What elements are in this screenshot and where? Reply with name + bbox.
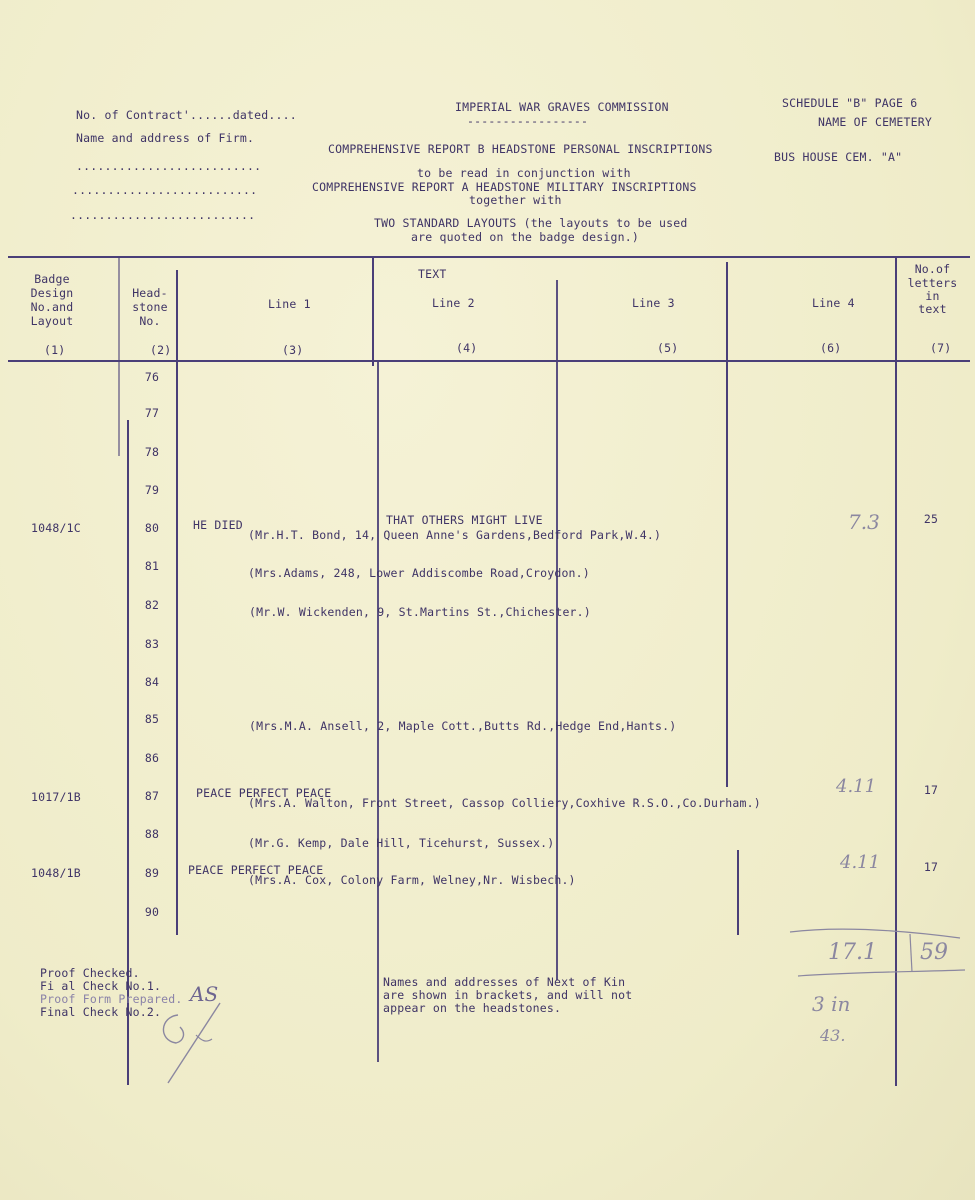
proof-form-prepared: Proof Form Prepared. bbox=[40, 992, 183, 1006]
headstone-no: 81 bbox=[144, 559, 160, 573]
firm-dots-2: .......................... bbox=[72, 183, 258, 197]
headstone-no: 78 bbox=[144, 445, 160, 459]
headstone-no: 88 bbox=[144, 827, 160, 841]
headstone-no: 80 bbox=[144, 521, 160, 535]
next-of-kin: (Mrs.M.A. Ansell, 2, Maple Cott.,Butts Rd.,Hedge End,Hants.) bbox=[249, 719, 677, 733]
pencil-note: 4.11 bbox=[836, 776, 877, 797]
report-b-title: COMPREHENSIVE REPORT B HEADSTONE PERSONAL INSCRIPTIONS bbox=[328, 142, 713, 156]
note-line-1: Names and addresses of Next of Kin bbox=[383, 975, 626, 989]
inscription-line-1: PEACE PERFECT PEACE bbox=[196, 786, 332, 800]
conjunction-line-3: together with bbox=[469, 193, 562, 207]
headstone-no: 83 bbox=[144, 637, 160, 651]
final-check-1: Fi al Check No.1. bbox=[40, 979, 162, 993]
pencil-code: 43. bbox=[820, 1026, 846, 1045]
letter-count: 17 bbox=[923, 860, 939, 874]
cemetery-label: NAME OF CEMETERY bbox=[818, 115, 932, 129]
next-of-kin: (Mrs.A. Walton, Front Street, Cassop Colliery,Coxhive R.S.O.,Co.Durham.) bbox=[248, 796, 761, 810]
headstone-no: 76 bbox=[144, 370, 160, 384]
header-line-2: Line 2 bbox=[432, 296, 475, 310]
next-of-kin: (Mrs.Adams, 248, Lower Addiscombe Road,Croydon.) bbox=[248, 566, 590, 580]
header-badge-2: Design bbox=[30, 286, 74, 300]
schedule-label: SCHEDULE "B" PAGE 6 bbox=[782, 96, 918, 110]
headstone-no: 90 bbox=[144, 905, 160, 919]
pencil-note: 7.3 bbox=[848, 510, 880, 534]
headstone-no: 85 bbox=[144, 712, 160, 726]
firm-dots-1: .......................... bbox=[76, 159, 262, 173]
commission-rule: ----------------- bbox=[467, 114, 589, 128]
letter-count: 17 bbox=[923, 783, 939, 797]
header-badge-1: Badge bbox=[34, 272, 70, 286]
col-divider-5 bbox=[726, 262, 728, 787]
pencil-signature bbox=[150, 995, 230, 1090]
col-divider-3-top bbox=[372, 256, 374, 366]
letter-count: 25 bbox=[923, 512, 939, 526]
badge-design-no: 1048/1B bbox=[31, 866, 81, 880]
headstone-no: 77 bbox=[144, 406, 160, 420]
header-headstone-1: Head- bbox=[132, 286, 168, 300]
headstone-no: 79 bbox=[144, 483, 160, 497]
header-badge-3: No.and bbox=[30, 300, 74, 314]
table-top-rule bbox=[8, 256, 970, 258]
header-letters-3: in bbox=[925, 289, 940, 303]
header-letters-2: letters bbox=[907, 276, 958, 290]
pencil-quantity: 3 in bbox=[812, 992, 851, 1016]
proof-checked: Proof Checked. bbox=[40, 966, 140, 980]
firm-label: Name and address of Firm. bbox=[76, 131, 255, 145]
headstone-no: 86 bbox=[144, 751, 160, 765]
note-line-3: appear on the headstones. bbox=[383, 1001, 562, 1015]
col-num-6: (6) bbox=[820, 341, 842, 355]
pencil-date: 17.1 bbox=[828, 940, 877, 965]
conjunction-line-1: to be read in conjunction with bbox=[417, 166, 631, 180]
badge-design-no: 1048/1C bbox=[31, 521, 81, 535]
firm-dots-3: .......................... bbox=[70, 208, 256, 222]
pencil-note: 4.11 bbox=[840, 852, 881, 873]
col-divider-5-lower bbox=[737, 850, 739, 935]
header-badge-4: Layout bbox=[30, 314, 74, 328]
col-divider-2 bbox=[176, 270, 178, 935]
cemetery-name: BUS HOUSE CEM. "A" bbox=[774, 150, 903, 164]
col-num-3: (3) bbox=[282, 343, 304, 357]
header-letters-4: text bbox=[918, 302, 947, 316]
col-num-5: (5) bbox=[657, 341, 679, 355]
headstone-no: 84 bbox=[144, 675, 160, 689]
col-num-7: (7) bbox=[930, 341, 952, 355]
commission-title: IMPERIAL WAR GRAVES COMMISSION bbox=[455, 100, 669, 114]
header-headstone-3: No. bbox=[139, 314, 161, 328]
col-num-4: (4) bbox=[456, 341, 478, 355]
next-of-kin: (Mrs.A. Cox, Colony Farm, Welney,Nr. Wisbech.) bbox=[248, 873, 576, 887]
conjunction-line-2: COMPREHENSIVE REPORT A HEADSTONE MILITARY INSCRIPTIONS bbox=[312, 180, 697, 194]
header-line-1: Line 1 bbox=[268, 297, 311, 311]
table-header-rule bbox=[8, 360, 970, 362]
final-check-2: Final Check No.2. bbox=[40, 1005, 162, 1019]
headstone-no: 87 bbox=[144, 789, 160, 803]
col-divider-1 bbox=[118, 256, 120, 456]
layouts-line-2: are quoted on the badge design.) bbox=[411, 230, 639, 244]
note-line-2: are shown in brackets, and will not bbox=[383, 988, 633, 1002]
inscription-line-2: THAT OTHERS MIGHT LIVE bbox=[386, 513, 543, 527]
header-headstone-2: stone bbox=[132, 300, 168, 314]
header-line-3: Line 3 bbox=[632, 296, 675, 310]
next-of-kin: (Mr.H.T. Bond, 14, Queen Anne's Gardens,Bedford Park,W.4.) bbox=[248, 528, 662, 542]
layouts-line-1: TWO STANDARD LAYOUTS (the layouts to be used bbox=[374, 216, 688, 230]
header-line-4: Line 4 bbox=[812, 296, 855, 310]
inscription-line-1: HE DIED bbox=[193, 518, 243, 532]
headstone-no: 89 bbox=[144, 866, 160, 880]
header-letters-1: No.of bbox=[914, 262, 951, 276]
badge-design-no: 1017/1B bbox=[31, 790, 81, 804]
contract-line: No. of Contract'......dated.... bbox=[76, 108, 297, 122]
next-of-kin: (Mr.W. Wickenden, 9, St.Martins St.,Chichester.) bbox=[249, 605, 591, 619]
next-of-kin: (Mr.G. Kemp, Dale Hill, Ticehurst, Sussex.) bbox=[248, 836, 555, 850]
col-num-2: (2) bbox=[150, 343, 172, 357]
headstone-no: 82 bbox=[144, 598, 160, 612]
header-text-group: TEXT bbox=[418, 267, 447, 281]
inscription-line-1: PEACE PERFECT PEACE bbox=[188, 863, 324, 877]
col-num-1: (1) bbox=[44, 343, 66, 357]
initials-mark: AS bbox=[190, 982, 219, 1006]
col-divider-3 bbox=[377, 362, 379, 1062]
pencil-year: 59 bbox=[920, 940, 948, 965]
